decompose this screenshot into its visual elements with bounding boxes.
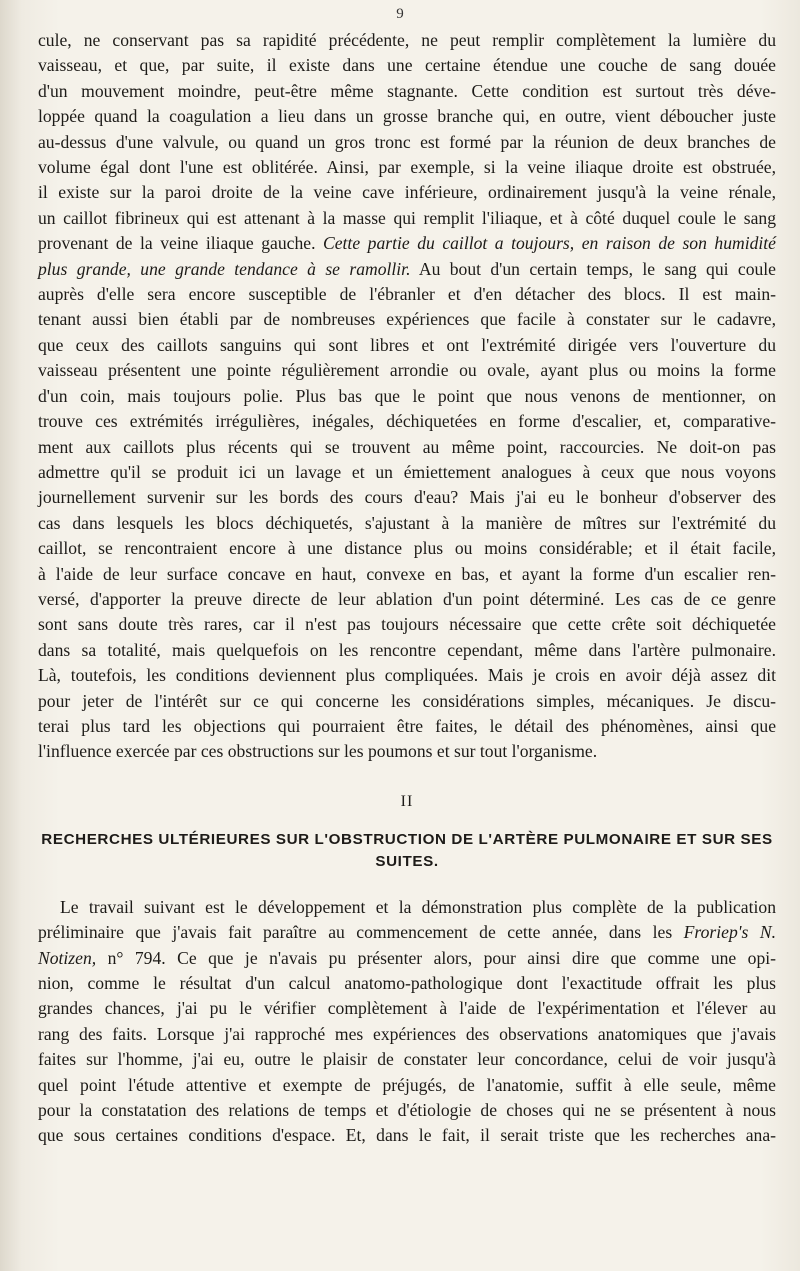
paragraph-introduction [38, 895, 776, 1149]
text-line: versé, d'apporter la preuve directe de leur ablation d'un point déterminé. Les cas de ce genre [38, 588, 776, 609]
paragraph-continuation [38, 28, 776, 765]
text-line: il existe sur la paroi droite de la veine cave inférieure, ordinairement jusqu'à la veine rénale, [38, 182, 776, 203]
text-line: grandes chances, j'ai pu le vérifier complètement à l'aide de l'expérimentation et l'élever au [38, 998, 776, 1019]
text-line: Là, toutefois, les conditions deviennent plus compliquées. Mais je crois en avoir déjà assez dit [38, 665, 776, 686]
text-line: à l'aide de leur surface concave en haut, convexe en bas, et ayant la forme d'un escalier ren- [38, 563, 776, 584]
section-heading-line-2: SUITES. [375, 852, 439, 870]
text-line: pour jeter de l'intérêt sur ce qui concerne les considérations simples, mécaniques. Je discu- [38, 690, 776, 711]
text-line: l'influence exercée par ces obstructions sur les poumons et sur tout l'organisme. [38, 741, 598, 762]
italic-text: Froriep's N. [683, 922, 776, 943]
section-heading-line-1: RECHERCHES ULTÉRIEURES SUR L'OBSTRUCTION DE L'ARTÈRE PULMONAIRE ET SUR SES [41, 830, 773, 848]
text-line: trouve ces extrémités irrégulières, inégales, déchiquetées en forme d'escalier, et, comparative- [38, 411, 776, 432]
text-line: dans sa totalité, mais quelquefois on les rencontre cependant, même dans l'artère pulmonaire. [38, 639, 776, 660]
text-line: préliminaire que j'avais fait paraître au commencement de cette année, dans les Froriep's N. [38, 922, 776, 943]
text-line: loppée quand la coagulation a lieu dans un grosse branche qui, en outre, vient déboucher juste [38, 106, 776, 127]
italic-text: Cette partie du caillot a toujours, en raison de son humidité [323, 233, 776, 254]
text-line: au-dessus d'une valvule, ou quand un gros tronc est formé par la réunion de deux branches de [38, 131, 776, 152]
text-line: caillot, se rencontraient encore à une distance plus ou moins considérable; et il était facile, [38, 538, 776, 559]
text-line: cule, ne conservant pas sa rapidité précédente, ne peut remplir complètement la lumière du [38, 30, 776, 50]
text-line: Le travail suivant est le développement et la démonstration plus complète de la publication [60, 896, 776, 917]
text-line: quel point l'étude attentive et exempte de préjugés, de l'anatomie, suffit à elle seule, même [38, 1074, 776, 1095]
section-heading [38, 829, 776, 873]
text-line: tenant aussi bien établi par de nombreuses expériences que facile à constater sur le cadavre, [38, 309, 776, 330]
text-line: volume égal dont l'une est oblitérée. Ainsi, par exemple, si la veine iliaque droite est obstruée, [38, 157, 776, 178]
italic-text: plus grande, une grande tendance à se ramollir. [38, 258, 411, 279]
text-line: admettre qu'il se produit ici un lavage et un émiettement analogues à ceux que nous voyons [38, 461, 776, 482]
text-line: que ceux des caillots sanguins qui sont libres et ont l'extrémité dirigée vers l'ouverture du [38, 334, 776, 355]
text-line: ment aux caillots plus récents qui se trouvent au même point, raccourcies. Ne doit-on pas [38, 436, 776, 457]
text-line: que sous certaines conditions d'espace. Et, dans le fait, il serait triste que les recherches ana- [38, 1125, 776, 1146]
text-line: vaisseau présentent une pointe régulièrement arrondie ou ovale, ayant plus ou moins la forme [38, 360, 776, 381]
text-line: sont sans doute très rares, car il n'est pas toujours nécessaire que cette crête soit déchiquetée [38, 614, 776, 635]
text-line: pour la constatation des relations de temps et d'étiologie de choses qui ne se présentent à nous [38, 1100, 776, 1121]
text-line: d'un coin, mais toujours polie. Plus bas que le point que nous venons de mentionner, on [38, 385, 776, 406]
section-number: II [400, 792, 414, 810]
text-line: cas dans lesquels les blocs déchiquetés, s'ajustant à la manière de mîtres sur l'extrémité du [38, 512, 776, 533]
text-line: d'un mouvement moindre, peut-être même stagnante. Cette condition est surtout très déve- [38, 80, 776, 101]
text-line: auprès d'elle sera encore susceptible de l'ébranler et d'en détacher des blocs. Il est main- [38, 284, 776, 305]
text-line: un caillot fibrineux qui est attenant à la masse qui remplit l'iliaque, et à côté duquel coule le sang [38, 207, 776, 228]
text-line: vaisseau, et que, par suite, il existe dans une certaine étendue une couche de sang douée [38, 55, 776, 76]
text-line: journellement survenir sur les bords des cours d'eau? Mais j'ai eu le bonheur d'observer des [38, 487, 776, 508]
italic-text: Notizen, [38, 947, 97, 968]
text-line: rang des faits. Lorsque j'ai rapproché mes expériences des observations anatomiques que j'avais [38, 1023, 776, 1044]
text-line: terai plus tard les objections qui pourraient être faites, le détail des phénomènes, ainsi que [38, 715, 776, 736]
text-line: nion, comme le résultat d'un calcul anatomo-pathologique dont l'exactitude offrait les plus [38, 973, 776, 993]
text-line: plus grande, une grande tendance à se ramollir. Au bout d'un certain temps, le sang qui coule [38, 258, 776, 279]
page-number: 9 [396, 6, 404, 22]
text-line: faites sur l'homme, j'ai eu, outre le plaisir de constater leur concordance, celui de voir jusqu'à [38, 1049, 776, 1070]
text-line: provenant de la veine iliaque gauche. Cette partie du caillot a toujours, en raison de son humidité [38, 233, 776, 254]
page-body [38, 28, 776, 1149]
text-line: Notizen, n° 794. Ce que je n'avais pu présenter alors, pour ainsi dire que comme une opi- [38, 947, 776, 968]
